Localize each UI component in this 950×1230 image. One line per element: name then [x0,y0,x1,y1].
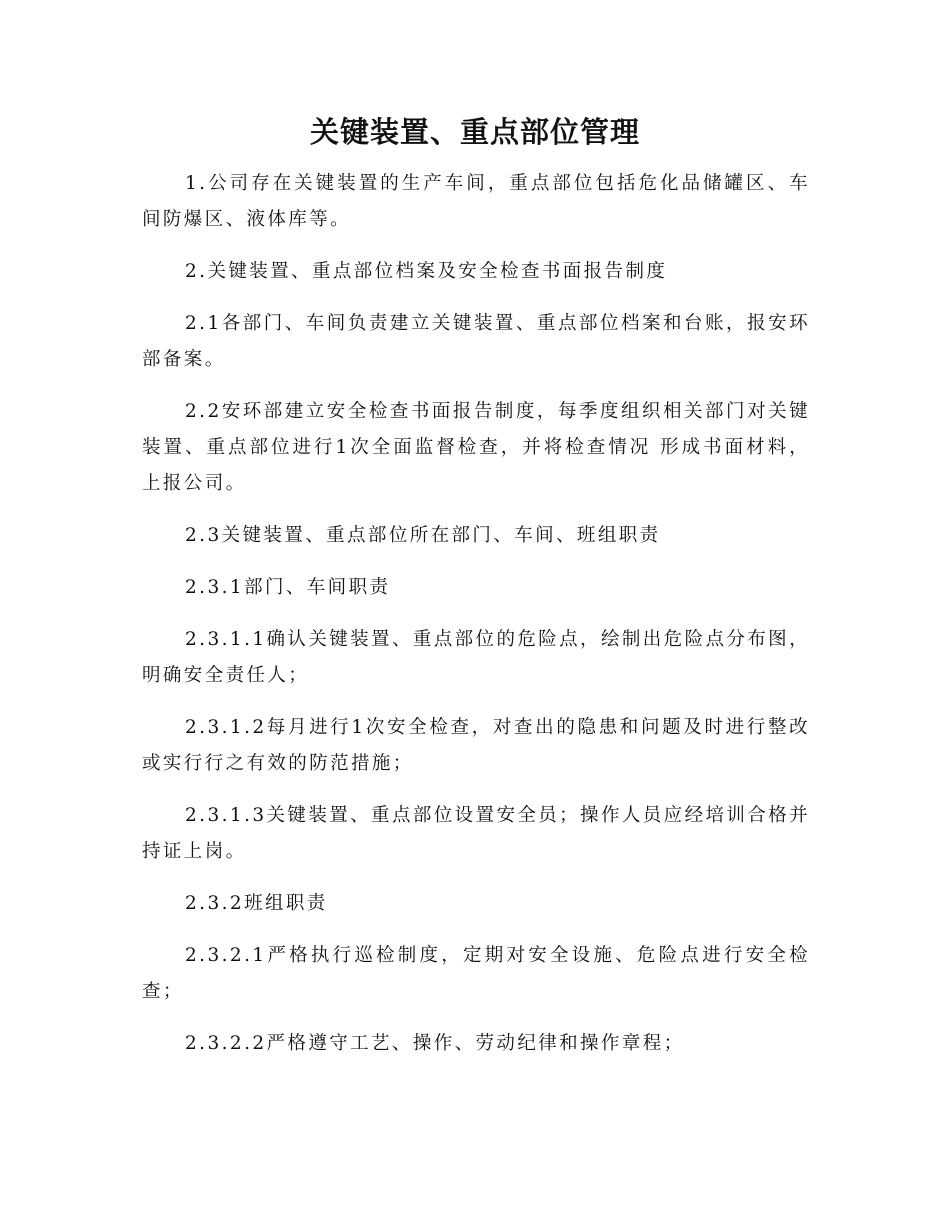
paragraph-2-3: 2.3关键装置、重点部位所在部门、车间、班组职责 [185,525,661,546]
paragraph-2-3-2-2: 2.3.2.2严格遵守工艺、操作、劳动纪律和操作章程； [185,1033,685,1054]
paragraph-2-3-1-1: 2.3.1.1确认关键装置、重点部位的危险点，绘制出危险点分布图，明确安全责任人； [142,629,810,686]
paragraph-2-3-2-1: 2.3.2.1严格执行巡检制度，定期对安全设施、危险点进行安全检查； [142,945,810,1002]
paragraph-2-1: 2.1各部门、车间负责建立关键装置、重点部位档案和台账，报安环部备案。 [142,313,810,370]
paragraph-2-3-2: 2.3.2班组职责 [185,893,328,914]
paragraph-2-3-1-3: 2.3.1.3关键装置、重点部位设置安全员；操作人员应经培训合格并持证上岗。 [142,805,810,862]
paragraph-1: 1.公司存在关键装置的生产车间，重点部位包括危化品储罐区、车间防爆区、液体库等。 [142,173,810,230]
paragraph-2-3-1-2: 2.3.1.2每月进行1次安全检查，对查出的隐患和问题及时进行整改或实行行之有效的防范措施； [142,717,810,774]
paragraph-2-3-1: 2.3.1部门、车间职责 [185,577,391,598]
document-body [142,166,810,1078]
paragraph-2-2: 2.2安环部建立安全检查书面报告制度，每季度组织相关部门对关键装置、重点部位进行1次全面监督检查，并将检查情况 形成书面材料，上报公司。 [142,401,810,494]
paragraph-2: 2.关键装置、重点部位档案及安全检查书面报告制度 [185,261,668,282]
document-title: 关键装置、重点部位管理 [309,115,640,149]
